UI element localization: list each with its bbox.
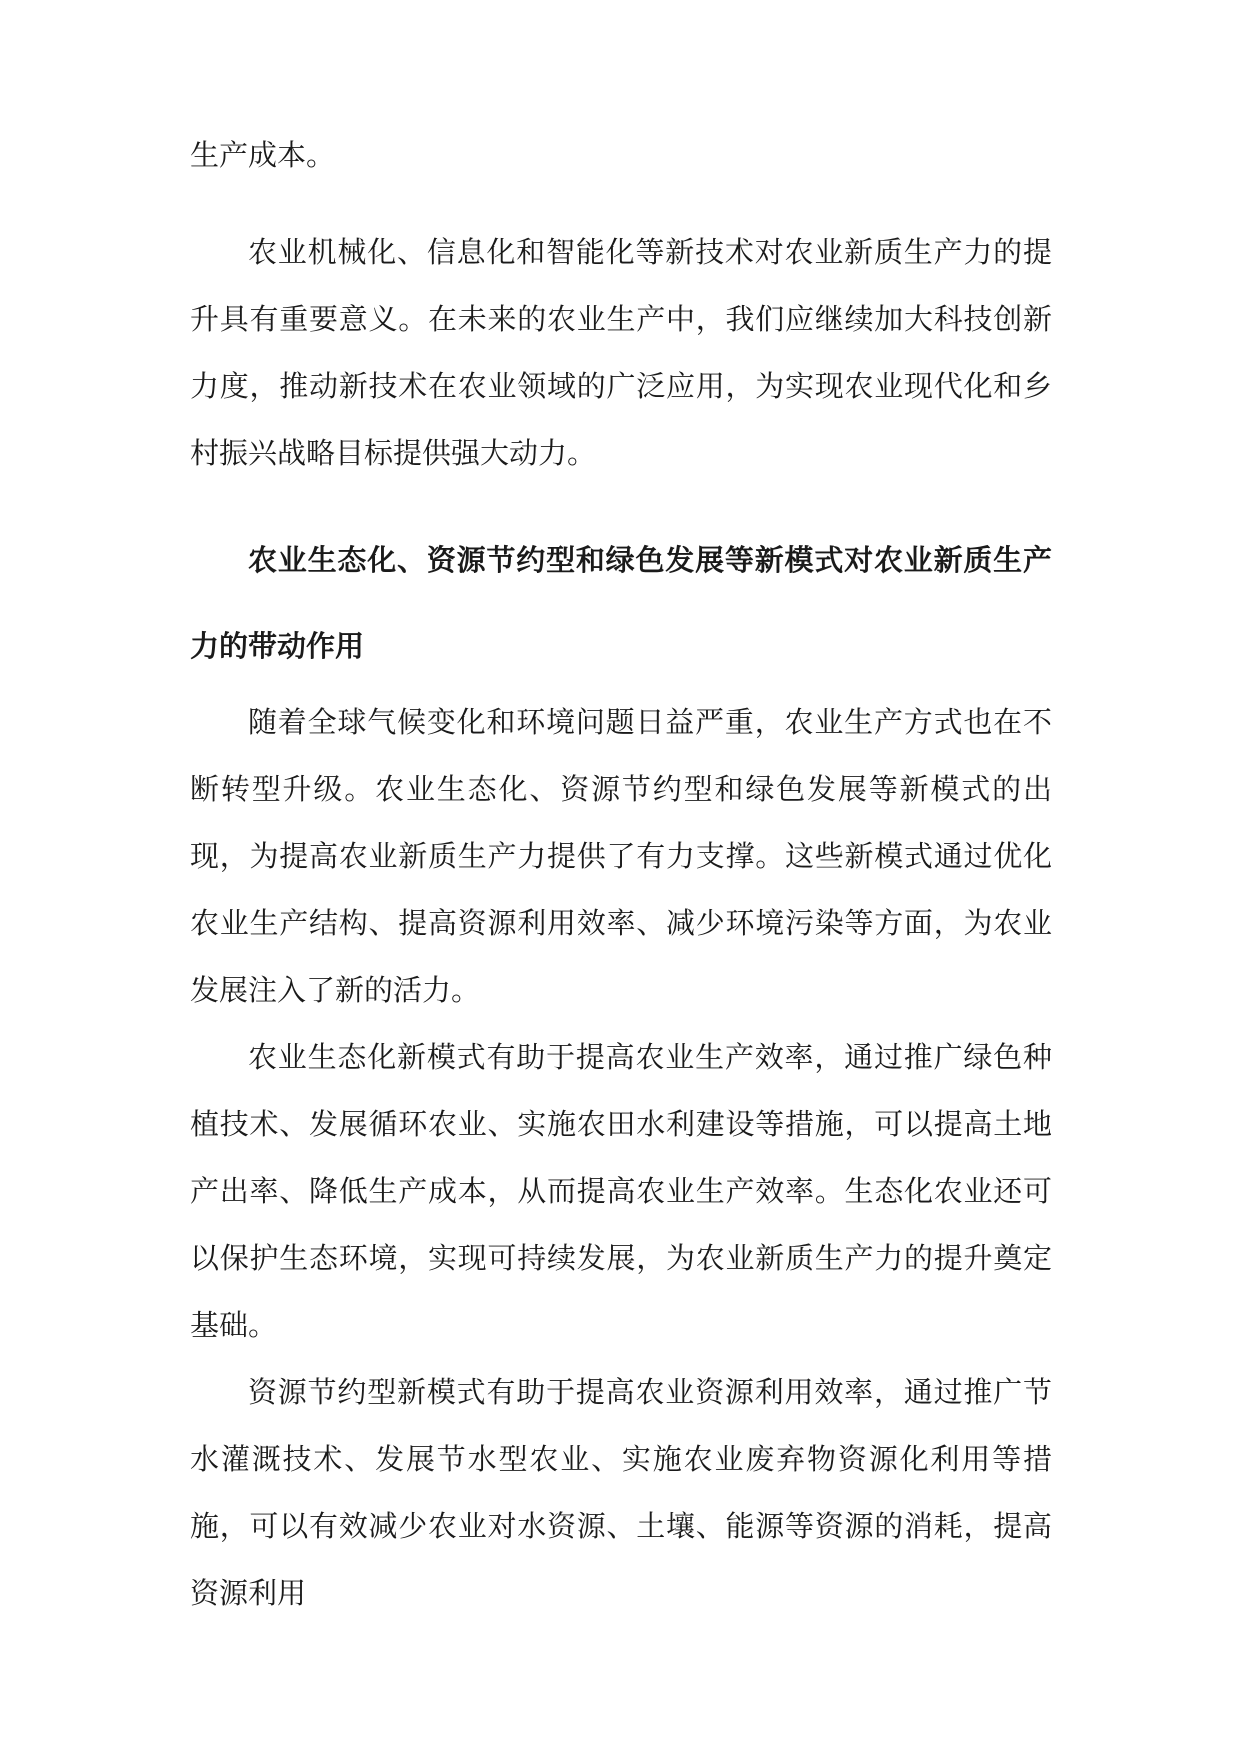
section-heading: 农业生态化、资源节约型和绿色发展等新模式对农业新质生产力的带动作用: [190, 543, 1052, 663]
section-gap: [190, 487, 1052, 517]
paragraph-resource-saving-model: 资源节约型新模式有助于提高农业资源利用效率，通过推广节水灌溉技术、发展节水型农业、实施农业废弃物资源化利用等措施，可以有效减少农业对水资源、土壤、能源等资源的消耗，提高资源利用: [190, 1375, 1052, 1610]
paragraph-new-technology: 农业机械化、信息化和智能化等新技术对农业新质生产力的提升具有重要意义。在未来的农业生产中，我们应继续加大科技创新力度，推动新技术在农业领域的广泛应用，为实现农业现代化和乡村振兴战略目标提供强大动力。: [190, 235, 1052, 470]
paragraph-gap: [190, 189, 1052, 219]
paragraph-continuation: 生产成本。: [190, 138, 336, 172]
document-page: [190, 122, 1052, 1627]
paragraph-new-models-intro: 随着全球气候变化和环境问题日益严重，农业生产方式也在不断转型升级。农业生态化、资源节约型和绿色发展等新模式的出现，为提高农业新质生产力提供了有力支撑。这些新模式通过优化农业生产结构、提高资源利用效率、减少环境污染等方面，为农业发展注入了新的活力。: [190, 705, 1052, 1007]
paragraph-ecological-model: 农业生态化新模式有助于提高农业生产效率，通过推广绿色种植技术、发展循环农业、实施农田水利建设等措施，可以提高土地产出率、降低生产成本，从而提高农业生产效率。生态化农业还可以保护生态环境，实现可持续发展，为农业新质生产力的提升奠定基础。: [190, 1040, 1052, 1342]
